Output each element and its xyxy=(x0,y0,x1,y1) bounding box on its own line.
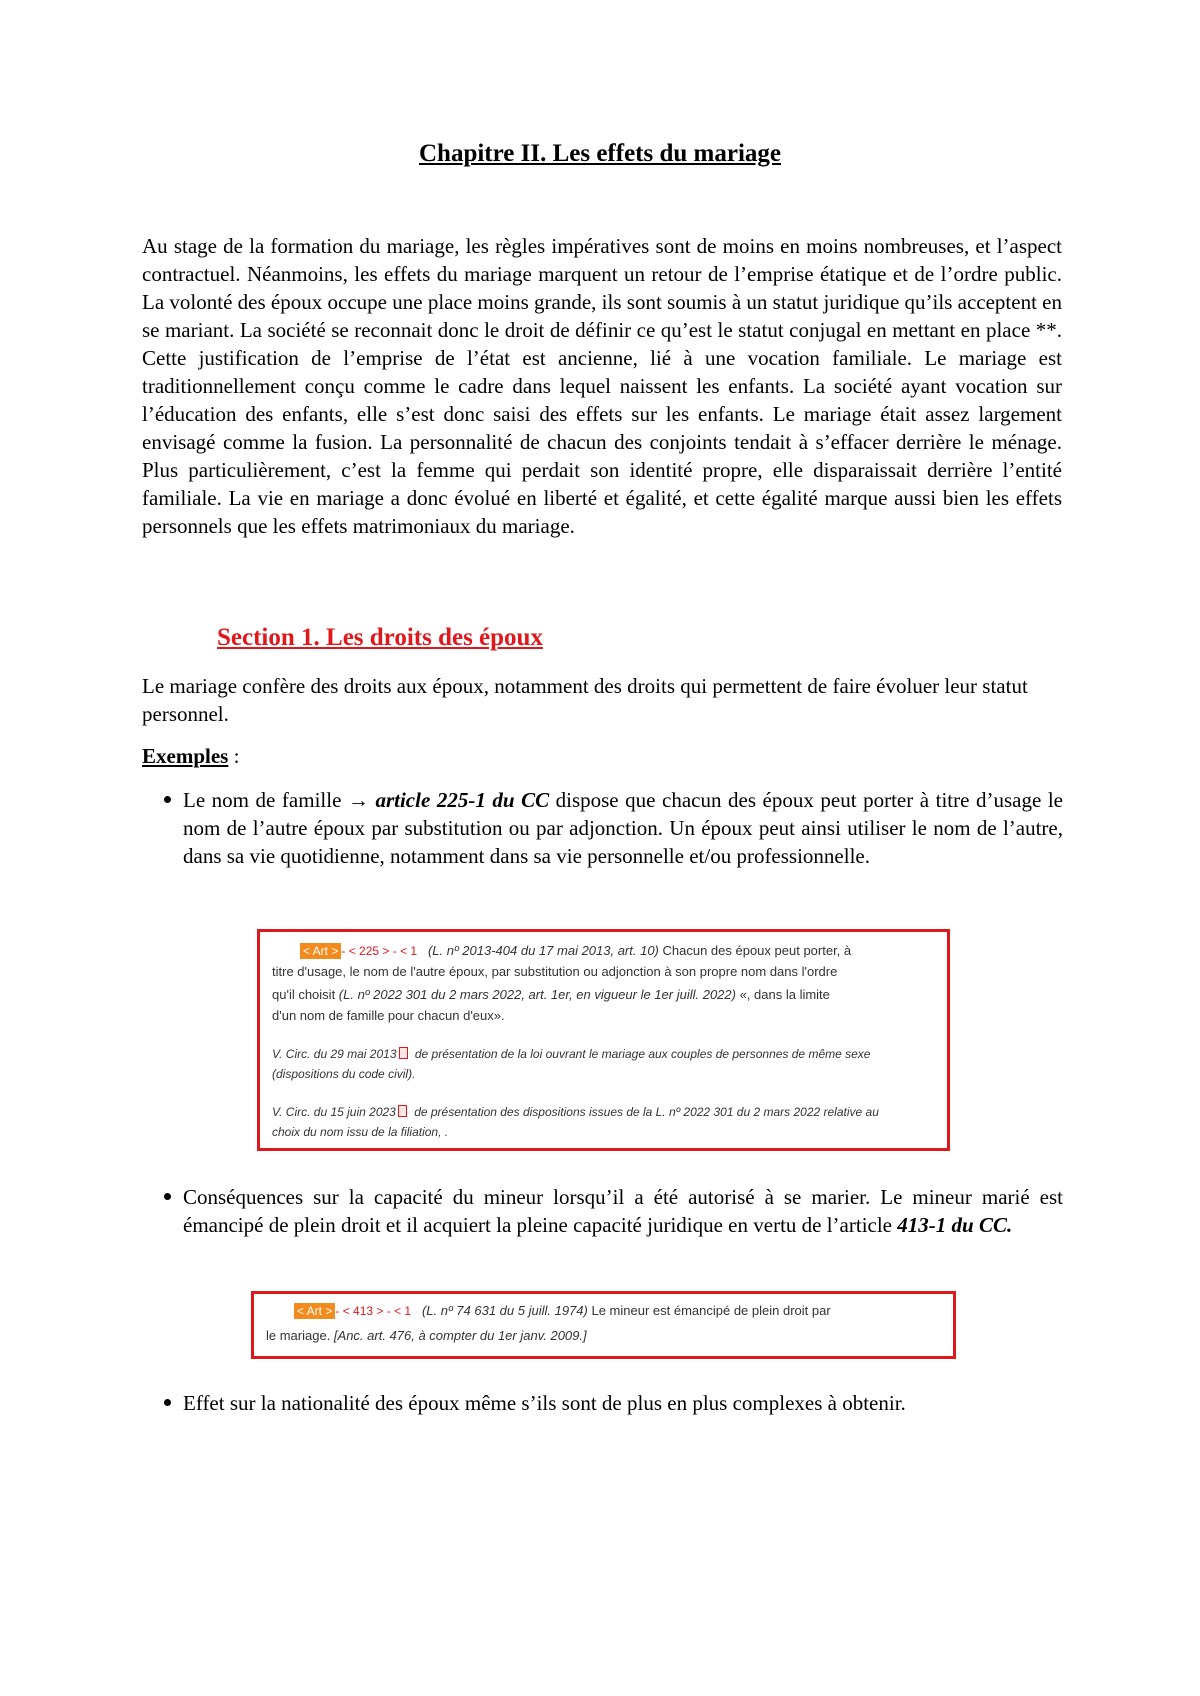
excerpt-citation: (L. nº 2013-404 du 17 mai 2013, art. 10) xyxy=(427,943,659,958)
intro-paragraph: Au stage de la formation du mariage, les règles impératives sont de moins en moins nombreuses, et l’aspect contractuel. Néanmoins, les effets du mariage marquent un retour de l’emprise étatique et de l’ordre public. La volonté des époux occupe une place moins grande, ils sont soumis à un statut juridique qu’ils acceptent en se mariant. La société se reconnait donc le droit de définir ce qu’est le statut conjugal en mettant en place **. Cette justification de l’emprise de l’état est ancienne, lié à une vocation familiale. Le mariage est traditionnellement conçu comme le cadre dans lequel naissent les enfants. La société ayant vocation sur l’éducation des enfants, elle s’est donc saisi des effets sur les enfants. Le mariage était assez largement envisagé comme la fusion. La personnalité de chacun des conjoints tendait à s’effacer derrière le ménage. Plus particulièrement, c’est la femme qui perdait son identité propre, elle disparaissait derrière l’entité familiale. La vie en mariage a donc évolué en liberté et égalité, et cette égalité marque aussi bien les effets personnels que les effets matrimoniaux du mariage. xyxy=(142,234,1062,538)
section-title: Section 1. Les droits des époux xyxy=(217,624,543,651)
list-item xyxy=(183,786,1063,870)
ref-separator: - xyxy=(335,1304,343,1318)
bullet-icon xyxy=(164,1399,171,1406)
excerpt-text: Le mineur est émancipé de plein droit par xyxy=(587,1303,831,1318)
document-icon[interactable] xyxy=(398,1105,407,1117)
excerpt-line xyxy=(300,943,851,958)
excerpt-note-text: de présentation de la loi ouvrant le mariage aux couples de personnes de même sexe xyxy=(411,1047,871,1061)
art-tag[interactable]: < Art > xyxy=(294,1303,335,1319)
examples-label xyxy=(142,744,239,769)
art-tag[interactable]: < Art > xyxy=(300,943,341,959)
excerpt-line xyxy=(272,987,830,1002)
code-excerpt-225-1 xyxy=(257,929,950,1151)
excerpt-text: titre d'usage, le nom de l'autre époux, par substitution ou adjonction à son propre nom dans l'ordre xyxy=(272,964,838,979)
excerpt-text: Chacun des époux peut porter, à xyxy=(658,943,852,958)
bullet-emphasis: article 225-1 du CC xyxy=(375,788,550,812)
excerpt-note xyxy=(272,1047,870,1061)
excerpt-note-text: de présentation des dispositions issues de la L. nº 2022 301 du 2 mars 2022 relative au xyxy=(410,1105,879,1119)
bullet-prefix: Le nom de famille → xyxy=(183,788,376,812)
excerpt-note-text: choix du nom issu de la filiation, . xyxy=(272,1125,449,1139)
excerpt-line xyxy=(294,1303,831,1318)
bullet-prefix: Conséquences sur la capacité du mineur lorsqu’il a été autorisé à se marier. Le mineur marié est émancipé de plein droit et il acquiert la pleine capacité juridique en vertu de l’article xyxy=(183,1185,1063,1237)
circular-link[interactable]: V. Circ. du 29 mai 2013 xyxy=(272,1047,397,1061)
article-ref-link[interactable]: < 413 > - < 1 xyxy=(342,1304,412,1318)
bullet-prefix: Effet sur la nationalité des époux même s’ils sont de plus en plus complexes à obtenir. xyxy=(183,1391,906,1415)
chapter-title: Chapitre II. Les effets du mariage xyxy=(419,140,781,167)
excerpt-text: qu'il choisit xyxy=(272,987,339,1002)
excerpt-text: le mariage. xyxy=(266,1328,334,1343)
list-item xyxy=(183,1183,1063,1239)
document-icon[interactable] xyxy=(399,1047,408,1059)
excerpt-citation: (L. nº 2022 301 du 2 mars 2022, art. 1er, en vigueur le 1er juill. 2022) xyxy=(338,987,736,1002)
excerpt-citation: (L. nº 74 631 du 5 juill. 1974) xyxy=(421,1303,588,1318)
list-item xyxy=(183,1389,1063,1417)
excerpt-text: d'un nom de famille pour chacun d'eux». xyxy=(272,1008,505,1023)
examples-label-text: Exemples xyxy=(142,744,229,768)
section-intro: Le mariage confère des droits aux époux, notamment des droits qui permettent de faire évoluer leur statut personnel. xyxy=(142,674,1028,726)
article-ref-link[interactable]: < 225 > - < 1 xyxy=(348,944,418,958)
excerpt-note xyxy=(272,1105,879,1119)
bullet-emphasis: 413-1 du CC. xyxy=(897,1213,1013,1237)
examples-colon: : xyxy=(228,744,240,768)
bullet-icon xyxy=(164,1193,171,1200)
excerpt-citation: [Anc. art. 476, à compter du 1er janv. 2009.] xyxy=(333,1328,587,1343)
ref-separator: - xyxy=(341,944,349,958)
excerpt-line xyxy=(266,1328,587,1343)
bullet-suffix: dispose que chacun des époux peut porter à titre d’usage le nom de l’autre époux par substitution ou par adjonction. Un époux peut ainsi utiliser le nom de l’autre, dans sa vie quotidienne, notamment dans sa vie personnelle et/ou professionnelle. xyxy=(183,788,1063,868)
excerpt-text: «, dans la limite xyxy=(735,987,830,1002)
circular-link[interactable]: V. Circ. du 15 juin 2023 xyxy=(272,1105,396,1119)
bullet-icon xyxy=(164,796,171,803)
excerpt-note-text: (dispositions du code civil). xyxy=(272,1067,416,1081)
code-excerpt-413-1 xyxy=(251,1291,956,1359)
